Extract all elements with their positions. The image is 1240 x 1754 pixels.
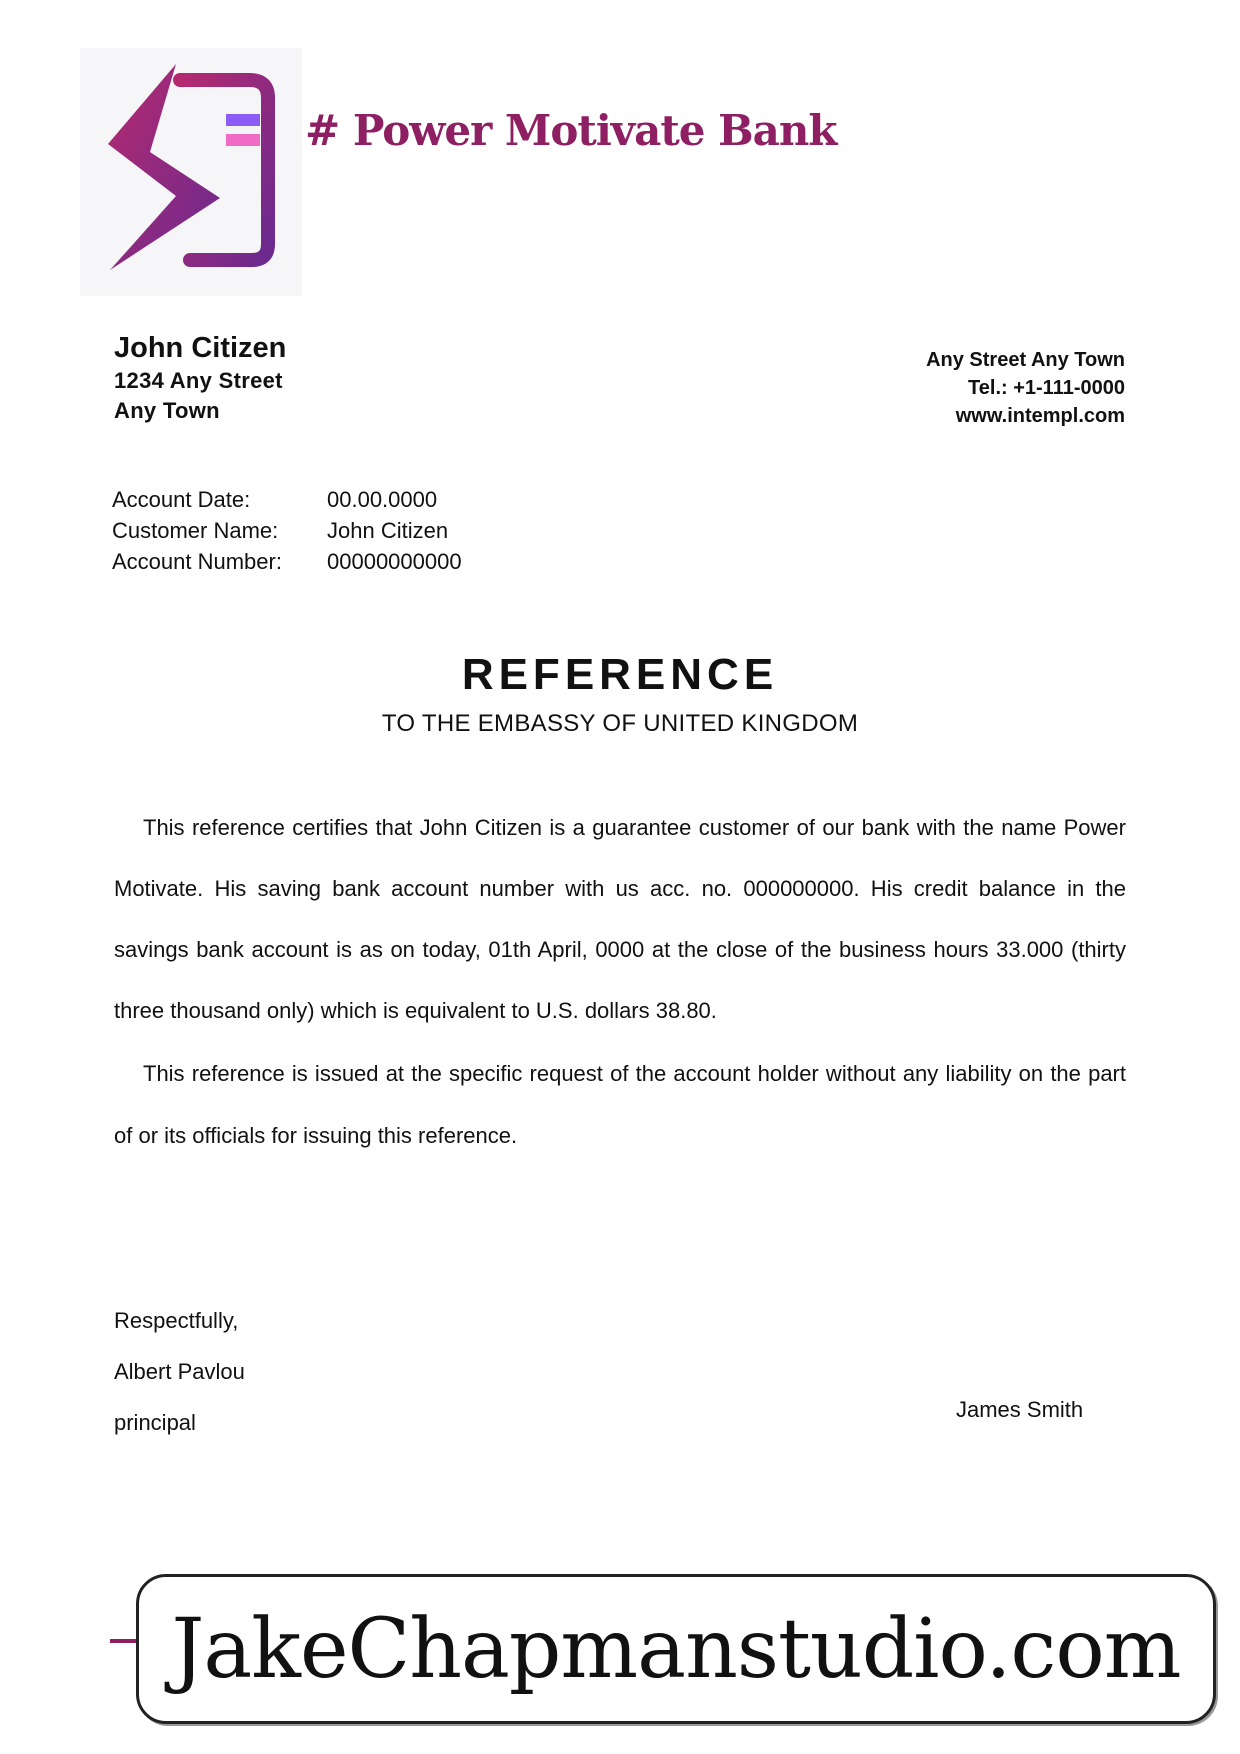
detail-label: Account Number: [112,548,282,574]
bank-phone: Tel.: +1-111-0000 [968,377,1125,399]
detail-value: 00000000000 [327,548,462,574]
closing-salutation: Respectfully, [114,1308,239,1333]
closing-block [114,1295,245,1448]
watermark-text: JakeChapmanstudio.com [171,1601,1181,1697]
bank-name: # Power Motivate Bank [305,106,837,155]
sender-name: John Citizen [114,332,287,364]
detail-value: John Citizen [327,517,449,543]
detail-label: Account Date: [112,486,251,512]
detail-label: Customer Name: [112,517,279,543]
document-body [114,797,1126,1167]
signatory-name: Albert Pavlou [114,1359,245,1384]
sender-address [114,330,286,426]
detail-row-customer-name [112,515,462,546]
detail-row-account-number [112,546,462,577]
sender-street: 1234 Any Street [114,368,283,393]
detail-value: 00.00.0000 [327,486,438,512]
bank-logo-icon [80,48,302,296]
bank-logo [80,48,302,296]
bank-contact [926,346,1125,430]
sender-town: Any Town [114,398,220,423]
document-subtitle: TO THE EMBASSY OF UNITED KINGDOM [381,710,859,737]
second-signatory: James Smith [956,1397,1084,1422]
watermark-banner [136,1574,1216,1724]
bank-address: Any Street Any Town [926,349,1125,371]
bank-website: www.intempl.com [955,405,1125,427]
document-title: REFERENCE [461,650,779,699]
body-paragraph: This reference certifies that John Citizen is a guarantee customer of our bank with the name Power Motivate. His saving bank account number with us acc. no. 000000000. His credit balance in the savings bank account is as on today, 01th April, 0000 at the close of the business hours 33.000 (thirty three thousand only) which is equivalent to U.S. dollars 38.80. [114,815,1126,1023]
body-paragraph: This reference is issued at the specific request of the account holder without any liability on the part of or its officials for issuing this reference. [114,1061,1126,1148]
account-details [112,484,462,577]
detail-row-account-date [112,484,462,515]
signatory-title: principal [114,1410,196,1435]
